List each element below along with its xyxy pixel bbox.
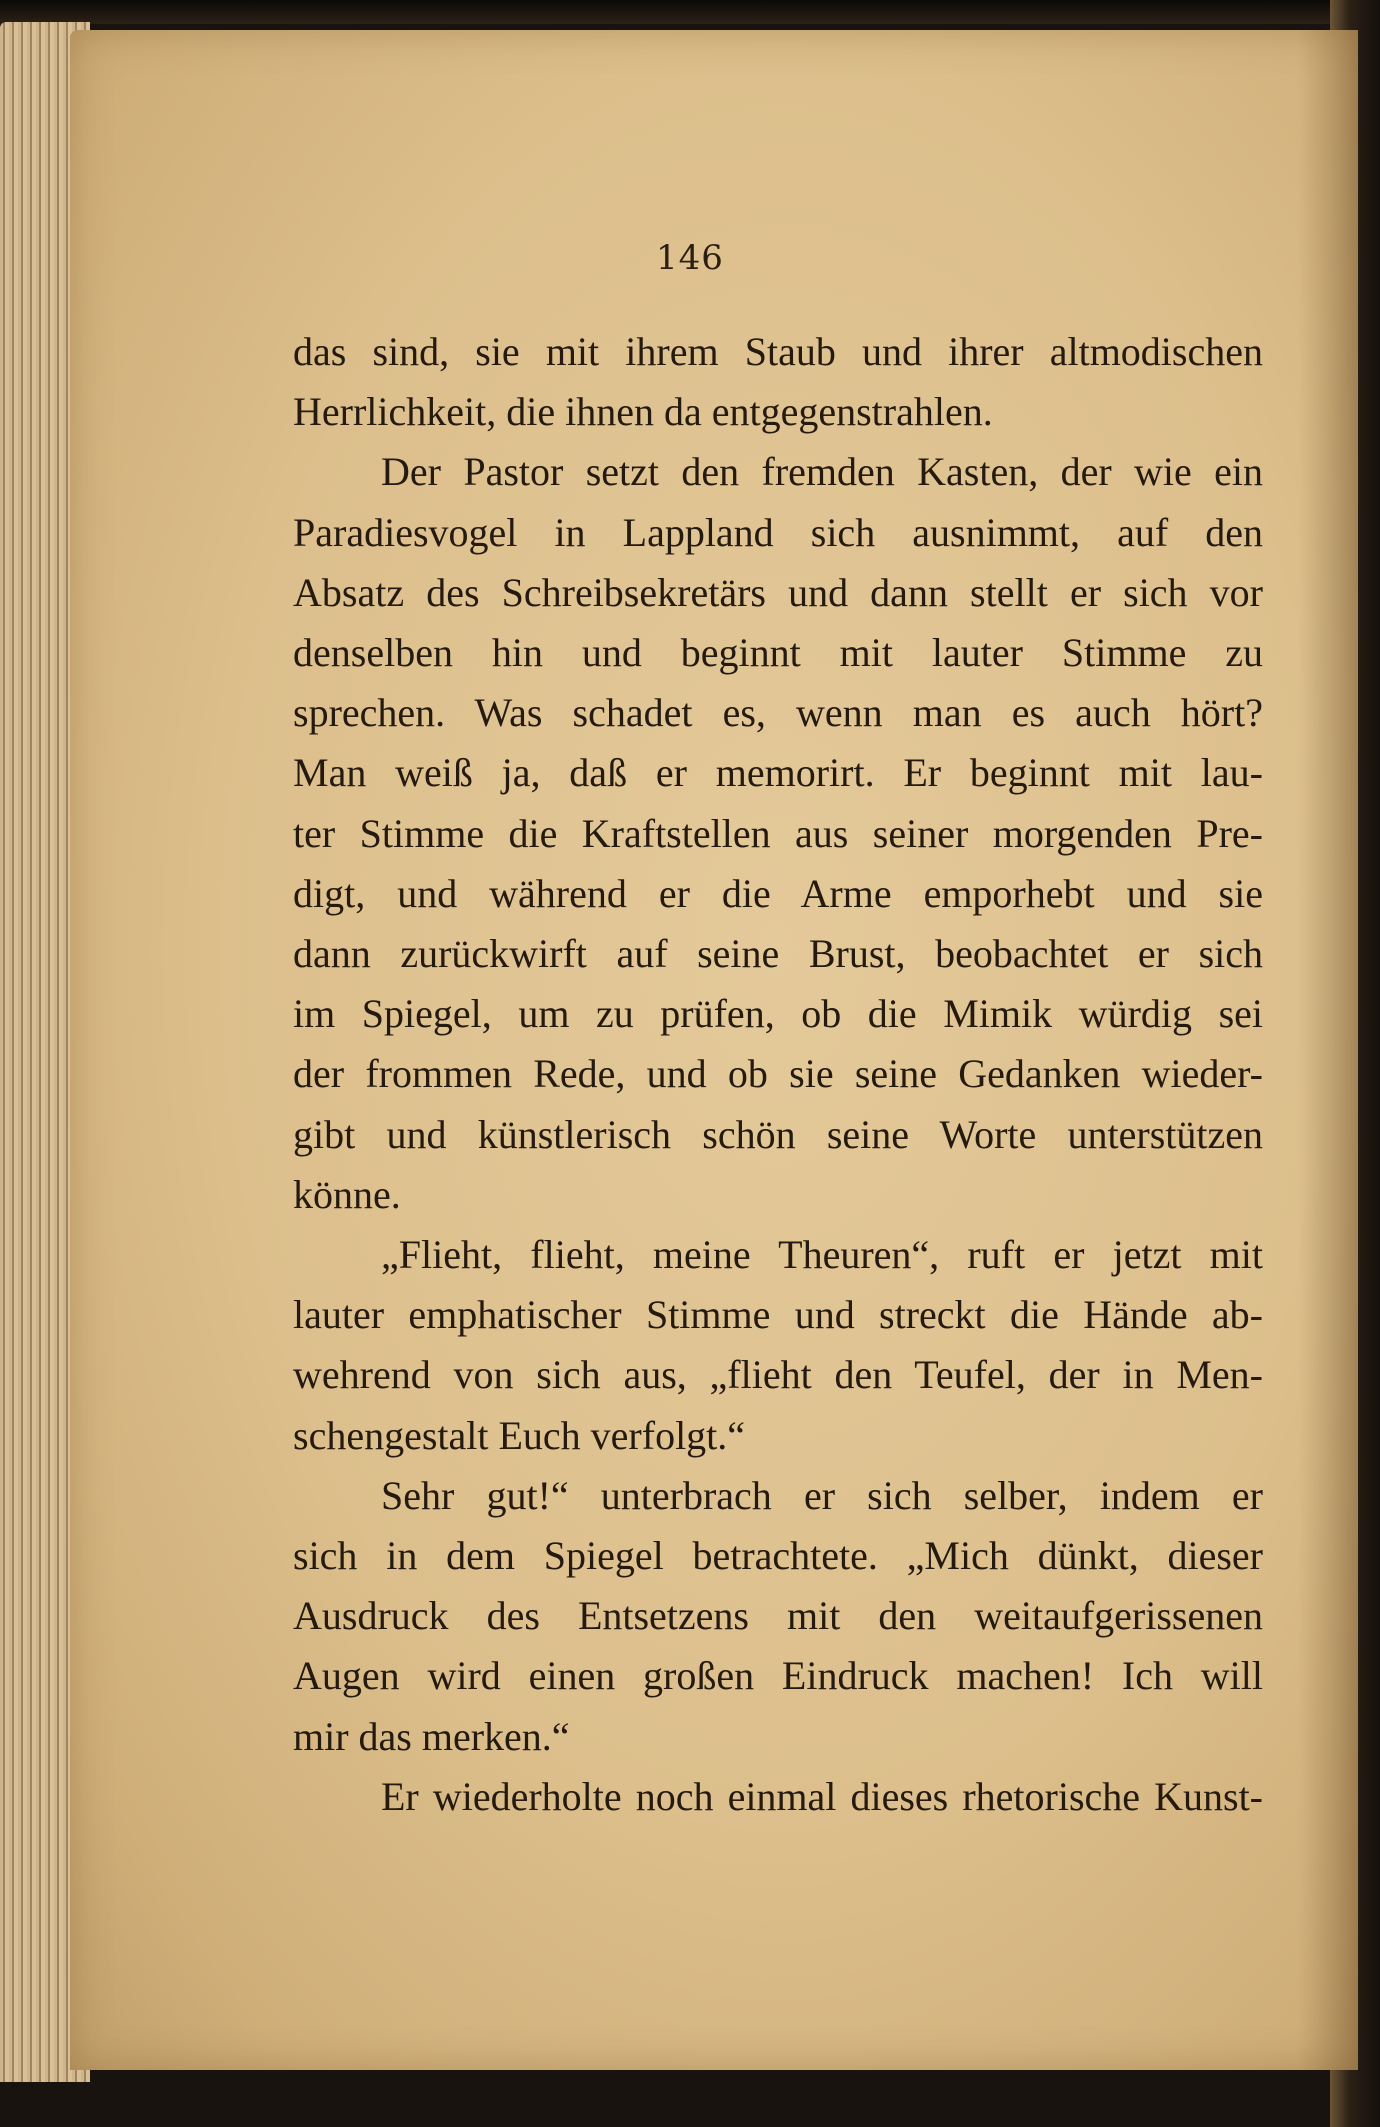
text-line: schengestalt Euch verfolgt.“ <box>293 1412 746 1458</box>
text-line: im Spiegel, um zu prüfen, ob die Mimik würdig sei <box>293 991 1263 1037</box>
text-line: Er wiederholte noch einmal dieses rhetorische Kunst- <box>381 1773 1263 1819</box>
text-line: Man weiß ja, daß er memorirt. Er beginnt mit lau- <box>293 750 1263 796</box>
text-line: Absatz des Schreibsekretärs und dann stellt er sich vor <box>293 569 1263 615</box>
text-line: sich in dem Spiegel betrachtete. „Mich dünkt, dieser <box>293 1533 1263 1579</box>
text-line: sprechen. Was schadet es, wenn man es auch hört? <box>293 690 1263 736</box>
text-line: ter Stimme die Kraftstellen aus seiner morgenden Pre- <box>293 810 1263 856</box>
text-line: Augen wird einen großen Eindruck machen! Ich will <box>293 1653 1263 1699</box>
text-line: der frommen Rede, und ob sie seine Gedanken wieder- <box>293 1051 1263 1097</box>
page-number: 146 <box>656 238 724 278</box>
top-shadow <box>0 0 1380 24</box>
text-line: Sehr gut!“ unterbrach er sich selber, indem er <box>381 1472 1263 1518</box>
body-text <box>293 322 1263 1827</box>
text-line: gibt und künstlerisch schön seine Worte unterstützen <box>293 1111 1263 1157</box>
text-line: denselben hin und beginnt mit lauter Stimme zu <box>293 630 1263 676</box>
text-line: das sind, sie mit ihrem Staub und ihrer altmodischen <box>293 329 1263 374</box>
text-line: „Flieht, flieht, meine Theuren“, ruft er jetzt mit <box>381 1232 1263 1278</box>
text-line: lauter emphatischer Stimme und streckt die Hände ab- <box>293 1292 1263 1338</box>
text-line: Paradiesvogel in Lappland sich ausnimmt, auf den <box>293 509 1263 555</box>
text-line: dann zurückwirft auf seine Brust, beobachtet er sich <box>293 931 1263 977</box>
text-line: Ausdruck des Entsetzens mit den weitaufgerissenen <box>293 1593 1263 1639</box>
text-line: könne. <box>293 1171 401 1217</box>
text-line: Der Pastor setzt den fremden Kasten, der wie ein <box>381 449 1263 495</box>
text-line: digt, und während er die Arme emporhebt und sie <box>293 870 1263 916</box>
text-line: mir das merken.“ <box>293 1713 570 1759</box>
text-line: Herrlichkeit, die ihnen da entgegenstrahlen. <box>293 389 993 435</box>
text-line: wehrend von sich aus, „flieht den Teufel, der in Men- <box>293 1352 1263 1398</box>
